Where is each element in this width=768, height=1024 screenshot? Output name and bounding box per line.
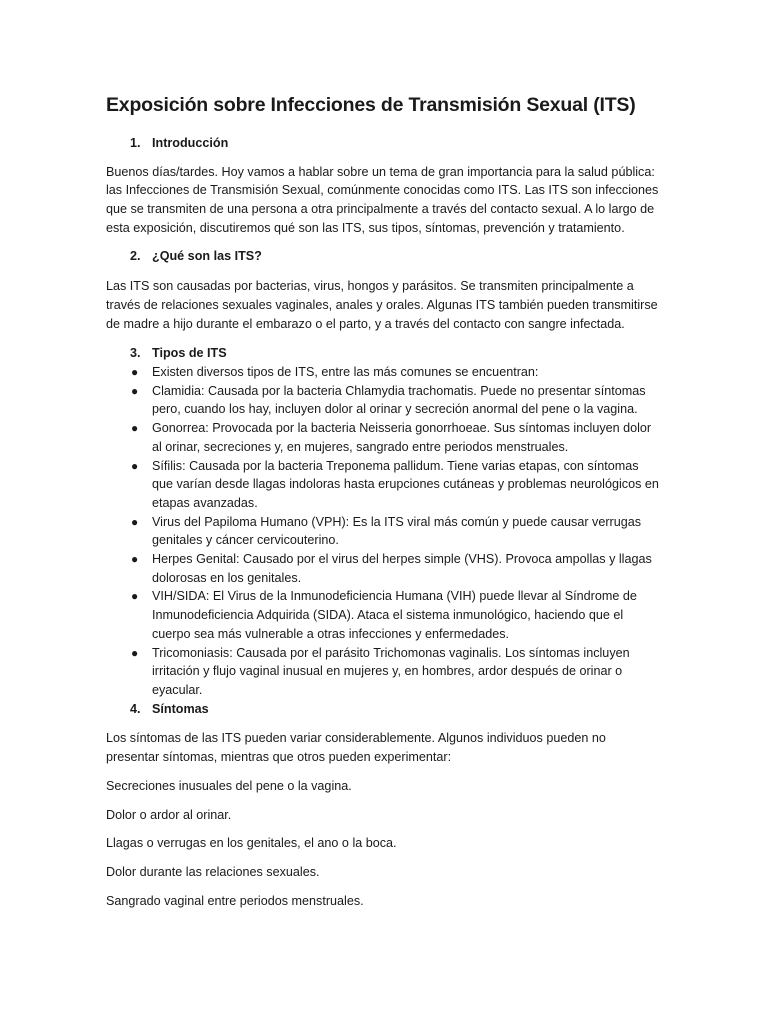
- list-item: [106, 419, 662, 456]
- section-heading-text: ¿Qué son las ITS?: [152, 248, 262, 263]
- section-number: 3.: [130, 346, 141, 361]
- bullet-icon: ●: [131, 589, 139, 604]
- section-heading-introduccion: [106, 134, 662, 153]
- section-heading-sintomas: [106, 700, 662, 719]
- section-heading-text: Síntomas: [152, 701, 209, 716]
- bullet-icon: ●: [131, 552, 139, 567]
- section-paragraph: Las ITS son causadas por bacterias, virus, hongos y parásitos. Se transmiten principalmente a través de relaciones sexuales vaginales, anales y orales. Algunas ITS también pueden transmitirse de madre a hijo durante el embarazo o el parto, y a través del contacto con sangre infectada.: [106, 279, 658, 331]
- document-page: [106, 92, 662, 910]
- list-item: [106, 587, 662, 643]
- section-heading-text: Introducción: [152, 136, 229, 150]
- list-item-text: Herpes Genital: Causado por el virus del herpes simple (VHS). Provoca ampollas y llagas dolorosas en los genitales.: [152, 552, 652, 585]
- list-item-text: Virus del Papiloma Humano (VPH): Es la ITS viral más común y puede causar verrugas genitales y cáncer cervicouterino.: [152, 514, 642, 548]
- list-item: [106, 550, 662, 587]
- list-item-text: VIH/SIDA: El Virus de la Inmunodeficiencia Humana (VIH) puede llevar al Síndrome de Inmunodeficiencia Adquirida (SIDA). Ataca el sistema inmunológico, haciendo que el cuerpo sea más vulnerable a otras infecciones y enfermedades.: [152, 589, 637, 641]
- list-item: [106, 457, 662, 513]
- section-number: 2.: [130, 248, 141, 263]
- bullet-list: [106, 363, 662, 700]
- section-paragraph: Los síntomas de las ITS pueden variar considerablemente. Algunos individuos pueden no presentar síntomas, mientras que otros pueden experimentar:: [106, 731, 606, 765]
- bullet-icon: ●: [131, 645, 139, 660]
- bullet-icon: ●: [131, 365, 139, 380]
- section-paragraph: Buenos días/tardes. Hoy vamos a hablar sobre un tema de gran importancia para la salud pública: las Infecciones de Transmisión Sexual, comúnmente conocidas como ITS. Las ITS son infecciones que se transmiten de una persona a otra principalmente a través del contacto sexual. A lo largo de esta exposición, discutiremos qué son las ITS, sus tipos, síntomas, prevención y tratamiento.: [106, 164, 659, 235]
- symptom-line: Secreciones inusuales del pene o la vagina.: [106, 778, 352, 793]
- list-item: [106, 644, 662, 700]
- section-heading-que-son: [106, 247, 662, 266]
- symptom-line: Llagas o verrugas en los genitales, el ano o la boca.: [106, 836, 397, 851]
- list-item: [106, 382, 662, 419]
- document-title: Exposición sobre Infecciones de Transmisión Sexual (ITS): [106, 94, 636, 116]
- bullet-icon: ●: [131, 458, 139, 473]
- symptom-line: Sangrado vaginal entre periodos menstruales.: [106, 893, 364, 908]
- section-heading-tipos: [106, 344, 662, 363]
- bullet-icon: ●: [131, 383, 139, 398]
- list-item-text: Tricomoniasis: Causada por el parásito Trichomonas vaginalis. Los síntomas incluyen irritación y flujo vaginal inusual en mujeres y, en hombres, ardor después de orinar o eyacular.: [152, 645, 630, 697]
- symptom-line: Dolor o ardor al orinar.: [106, 807, 232, 822]
- list-item-text: Sífilis: Causada por la bacteria Treponema pallidum. Tiene varias etapas, con síntomas que varían desde llagas indoloras hasta erupciones cutáneas y problemas neurológicos en etapas avanzadas.: [152, 458, 659, 510]
- bullet-icon: ●: [131, 421, 139, 436]
- list-item-text: Existen diversos tipos de ITS, entre las más comunes se encuentran:: [152, 365, 539, 380]
- section-heading-text: Tipos de ITS: [152, 346, 227, 361]
- list-item-text: Gonorrea: Provocada por la bacteria Neisseria gonorrhoeae. Sus síntomas incluyen dolor al orinar, secreciones y, en mujeres, sangrado entre periodos menstruales.: [152, 421, 652, 454]
- list-item-text: Clamidia: Causada por la bacteria Chlamydia trachomatis. Puede no presentar síntomas pero, cuando los hay, incluyen dolor al orinar y secreción anormal del pene o la vagina.: [152, 383, 646, 417]
- list-item: [106, 513, 662, 550]
- section-number: 1.: [130, 136, 141, 150]
- bullet-icon: ●: [131, 514, 139, 529]
- section-number: 4.: [130, 701, 141, 716]
- list-item: [106, 363, 662, 382]
- symptom-line: Dolor durante las relaciones sexuales.: [106, 864, 320, 879]
